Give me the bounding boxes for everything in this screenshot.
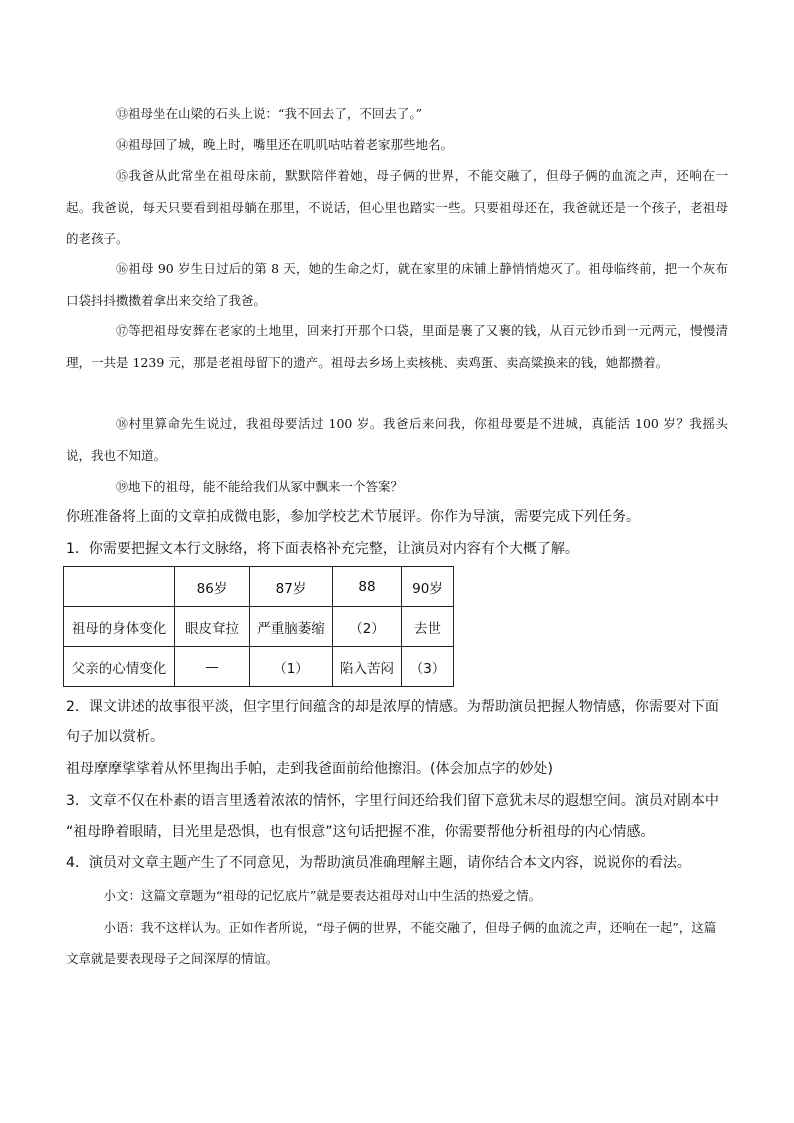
paragraph-text: 祖母 90 岁生日过后的第 8 天，她的生命之灯，就在家里的床铺上静悄悄熄灭了。祖母临终前，把一个灰布口袋抖抖擞擞着拿出来交给了我爸。 <box>66 261 728 308</box>
table-cell: 父亲的心情变化 <box>64 647 175 687</box>
paragraph-17 <box>66 315 728 378</box>
table-cell: （2） <box>333 607 402 647</box>
question-2-sentence: 祖母摩摩挲挲着从怀里掏出手帕，走到我爸面前给他擦泪。(体会加点字的妙处) <box>66 761 553 777</box>
table-cell: （1） <box>250 647 333 687</box>
paragraph-text: 村里算命先生说过，我祖母要活过 100 岁。我爸后来问我，你祖母要是不进城，真能活 100 岁？我摇头说，我也不知道。 <box>66 416 728 463</box>
plot-summary-table <box>63 566 454 687</box>
paragraph-text: 祖母坐在山梁的石头上说：“我不回去了，不回去了。” <box>128 106 423 121</box>
paragraph-number: ⑭ <box>116 138 129 152</box>
question-2-line-2: 句子加以赏析。 <box>66 729 164 745</box>
xiaoyu-opinion: 小语：我不这样认为。正如作者所说，“母子俩的世界，不能交融了，但母子俩的血流之声，还响在一起”，这篇文章就是要表现母子之间深厚的情谊。 <box>66 920 717 966</box>
paragraph-number: ⑲ <box>116 480 129 494</box>
table-cell: 90岁 <box>402 567 454 607</box>
question-2-line-1: 2．课文讲述的故事很平淡，但字里行间蕴含的却是浓厚的情感。为帮助演员把握人物情感，你需要对下面 <box>66 699 719 715</box>
question-1: 1．你需要把握文本行文脉络，将下面表格补充完整，让演员对内容有个大概了解。 <box>66 541 579 557</box>
table-cell: 眼皮耷拉 <box>175 607 250 647</box>
paragraph-text: 等把祖母安葬在老家的土地里，回来打开那个口袋，里面是裹了又裹的钱，从百元钞币到一元两元，慢慢清理，一共是 1239 元，那是老祖母留下的遗产。祖母去乡场上卖核桃、卖鸡蛋、卖高粱换来的钱，她都攒着。 <box>66 323 728 370</box>
table-header-row <box>64 567 454 607</box>
paragraph-number: ⑮ <box>116 169 129 183</box>
paragraph-number: ⑯ <box>116 262 129 276</box>
table-cell: — <box>175 647 250 687</box>
task-intro: 你班准备将上面的文章拍成微电影，参加学校艺术节展评。你作为导演，需要完成下列任务。 <box>66 509 640 525</box>
table-row <box>64 647 454 687</box>
paragraph-text: 地下的祖母，能不能给我们从冢中飘来一个答案？ <box>128 479 404 494</box>
paragraph-14 <box>66 129 728 161</box>
paragraph-number: ⑬ <box>116 107 129 121</box>
question-3-line-1: 3．文章不仅在朴素的语言里透着浓浓的情怀，字里行间还给我们留下意犹未尽的遐想空间。演员对剧本中 <box>66 793 719 809</box>
table-cell: （3） <box>402 647 454 687</box>
table-cell <box>64 567 175 607</box>
paragraph-15 <box>66 160 728 254</box>
paragraph-text: 祖母回了城，晚上时，嘴里还在叽叽咕咕着老家那些地名。 <box>128 137 454 152</box>
paragraph-text: 我爸从此常坐在祖母床前，默默陪伴着她，母子俩的世界，不能交融了，但母子俩的血流之声，还响在一起。我爸说，每天只要看到祖母躺在那里，不说话，但心里也踏实一些。只要祖母还在，我爸就还是一个孩子，老祖母的老孩子。 <box>66 168 728 246</box>
table-row <box>64 607 454 647</box>
table-cell: 86岁 <box>175 567 250 607</box>
question-4: 4．演员对文章主题产生了不同意见，为帮助演员准确理解主题，请你结合本文内容，说说你的看法。 <box>66 855 691 871</box>
table-cell: 去世 <box>402 607 454 647</box>
table-cell: 87岁 <box>250 567 333 607</box>
paragraph-19 <box>66 471 728 503</box>
table-cell: 88 <box>333 567 402 607</box>
table-cell: 祖母的身体变化 <box>64 607 175 647</box>
paragraph-16 <box>66 253 728 316</box>
paragraph-13 <box>66 98 728 130</box>
paragraph-number: ⑰ <box>116 324 129 338</box>
table-cell: 陷入苦闷 <box>333 647 402 687</box>
question-3-line-2: “祖母睁着眼睛，目光里是恐惧，也有恨意”这句话把握不准，你需要帮他分析祖母的内心情感。 <box>66 824 655 840</box>
paragraph-18 <box>66 408 728 471</box>
table-cell: 严重脑萎缩 <box>250 607 333 647</box>
paragraph-number: ⑱ <box>116 417 129 431</box>
xiaowen-opinion: 小文：这篇文章题为“祖母的记忆底片”就是要表达祖母对山中生活的热爱之情。 <box>103 888 542 903</box>
